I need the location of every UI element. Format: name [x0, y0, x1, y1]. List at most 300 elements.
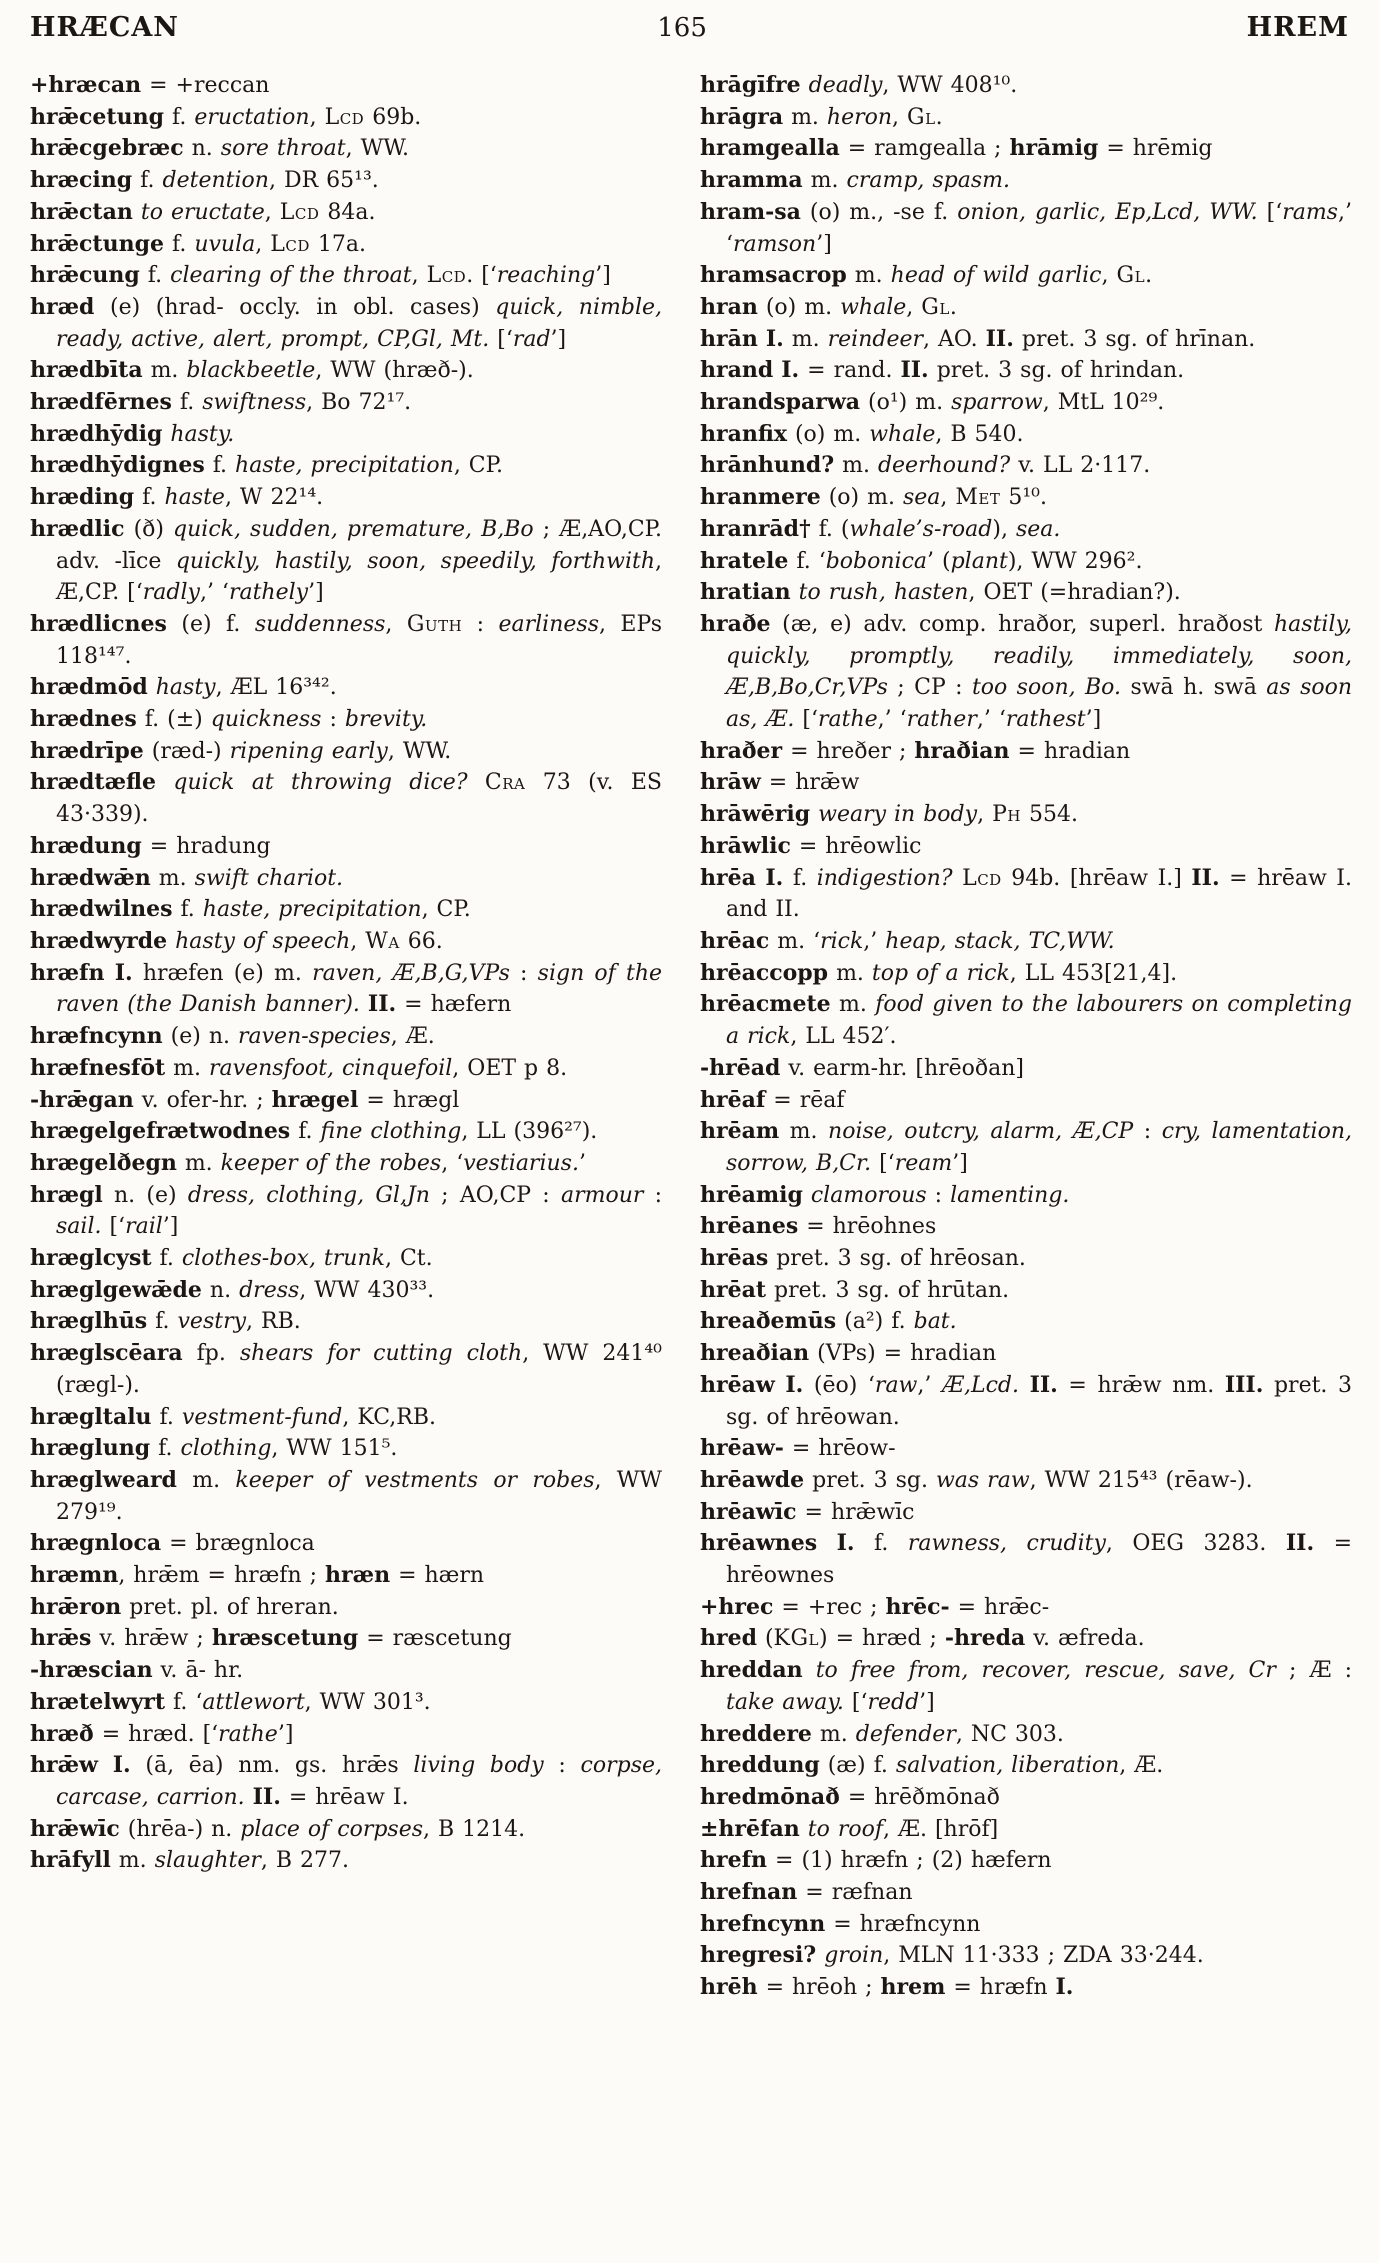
text-segment: , AO.	[923, 326, 986, 352]
text-segment: ; Æ :	[1275, 1658, 1353, 1684]
gloss: keeper of the robes	[220, 1150, 442, 1176]
dictionary-entry	[30, 863, 662, 895]
text-segment: , B 277.	[260, 1848, 350, 1874]
dictionary-entry	[30, 70, 662, 102]
headword: hrēat	[700, 1276, 766, 1303]
dictionary-entry	[30, 387, 662, 419]
text-segment: f.	[171, 390, 203, 416]
dictionary-entry	[30, 894, 662, 926]
gloss: redd	[867, 1689, 920, 1715]
text-segment: .	[1145, 263, 1153, 289]
dictionary-entry	[30, 355, 662, 387]
dictionary-entry	[30, 1053, 662, 1085]
headword: hræn	[325, 1562, 391, 1589]
headword: hregresi?	[700, 1942, 817, 1969]
text-segment	[1019, 1373, 1030, 1398]
gloss: weary in body	[818, 802, 978, 828]
text-segment: ; CP :	[887, 675, 972, 701]
gloss: plant	[950, 548, 1008, 574]
dictionary-entry	[700, 197, 1352, 260]
text-segment: , LL (396²⁷).	[461, 1119, 598, 1145]
text-segment: = hrēaw I. and II.	[726, 865, 1352, 923]
gloss: raven, Æ,B,G,VPs	[312, 960, 510, 986]
text-segment	[148, 675, 156, 700]
text-segment: m.	[846, 263, 891, 289]
dictionary-entry	[30, 133, 662, 165]
headword: hrānhund?	[700, 452, 835, 479]
text-segment	[953, 866, 963, 891]
text-segment: m.	[811, 1721, 856, 1747]
gloss: keeper of vestments or robes	[235, 1467, 595, 1493]
text-segment: (ēo) ‘	[803, 1372, 875, 1398]
reference: Met	[955, 485, 1001, 511]
reference: KGl	[773, 1626, 820, 1652]
text-segment: , WW 301³.	[304, 1689, 431, 1715]
text-segment: 5¹⁰.	[1000, 485, 1047, 511]
dictionary-entry	[700, 1338, 1352, 1370]
headword: hreddung	[700, 1752, 820, 1779]
text-segment: = hræfncynn	[825, 1911, 981, 1937]
dictionary-entry	[30, 1465, 662, 1528]
text-segment: m.	[783, 326, 828, 352]
text-segment: f.	[854, 1531, 908, 1557]
dictionary-entry	[30, 1528, 662, 1560]
text-segment: [‘	[871, 1150, 895, 1176]
text-segment: swā h. swā	[1121, 675, 1267, 701]
text-segment: = hradian	[1009, 738, 1131, 764]
gloss: clearing of the throat	[170, 263, 412, 289]
dictionary-entry	[700, 1972, 1352, 2004]
text-segment: , OET (=hradian?).	[968, 580, 1181, 606]
text-segment: [‘	[794, 707, 818, 733]
text-segment: v. ofer-hr. ;	[133, 1087, 272, 1113]
gloss: food given to the labourers on completing a rick	[726, 992, 1352, 1050]
text-segment: ,	[309, 104, 325, 130]
dictionary-entry	[700, 1940, 1352, 1972]
text-segment: pret. 3 sg. of hrēowan.	[726, 1372, 1353, 1430]
text-segment: [‘	[489, 326, 513, 352]
reference: Lcd	[962, 865, 1002, 891]
gloss: quick at throwing dice?	[173, 770, 468, 796]
text-segment: , ÆL 16³⁴².	[215, 675, 337, 701]
text-segment: = +reccan	[141, 73, 270, 98]
headword: II.	[900, 357, 929, 384]
gloss: sore throat	[220, 136, 346, 162]
dictionary-entry	[700, 1814, 1352, 1846]
text-segment: , MtL 10²⁹.	[1042, 390, 1165, 416]
text-segment: ; AO,CP :	[429, 1182, 561, 1208]
text-segment: f.	[204, 453, 236, 479]
headword: hræfn	[30, 959, 105, 986]
dictionary-entry	[700, 419, 1352, 451]
text-segment: m.	[110, 1848, 155, 1874]
gloss: too soon, Bo.	[971, 675, 1122, 701]
headword: hræglweard	[30, 1466, 177, 1493]
text-segment: :	[462, 611, 499, 637]
text-segment: ’ (	[927, 548, 951, 574]
dictionary-entry	[700, 1845, 1352, 1877]
dictionary-entry	[30, 831, 662, 863]
dictionary-entry	[700, 387, 1352, 419]
headword: hrāw	[700, 769, 761, 796]
column-right	[700, 70, 1352, 2004]
text-segment	[816, 1943, 824, 1968]
dictionary-entry	[30, 704, 662, 736]
gloss: top of a rick	[871, 960, 1010, 986]
dictionary-entry	[30, 1306, 662, 1338]
headword: hræd	[30, 293, 95, 320]
headword: II.	[1029, 1371, 1058, 1398]
text-segment: pret. 3 sg. of hrindan.	[928, 358, 1185, 384]
text-segment: ) = hræd ;	[819, 1626, 945, 1652]
dictionary-entry	[30, 260, 662, 292]
headword: hrem	[880, 1974, 946, 2001]
text-segment: ,’ ‘	[976, 707, 1006, 733]
text-segment: fp.	[182, 1341, 240, 1367]
text-segment: , Æ. [hrōf]	[882, 1816, 999, 1842]
gloss: clamorous	[810, 1182, 927, 1208]
text-segment	[803, 1183, 811, 1208]
text-segment: v. earm-hr. [hrēoðan]	[780, 1055, 1025, 1081]
text-segment: m.	[165, 1055, 210, 1081]
text-segment: = hrēðmōnað	[839, 1784, 1000, 1810]
text-segment: f.	[783, 865, 817, 891]
text-segment: [‘	[101, 1214, 126, 1240]
text-segment: , B 1214.	[423, 1816, 526, 1842]
text-segment: , B 540.	[935, 421, 1024, 447]
headword: hrēa	[700, 864, 756, 891]
text-segment: f.	[139, 263, 171, 289]
headword: hramsacrop	[700, 262, 847, 289]
headword: hrǣctunge	[30, 230, 164, 257]
dictionary-entry	[700, 133, 1352, 165]
dictionary-entry	[700, 546, 1352, 578]
text-segment: , KC,RB.	[342, 1404, 436, 1430]
text-segment: (	[756, 1626, 774, 1652]
headword: hrǣw	[30, 1752, 98, 1779]
column-left	[30, 70, 662, 1877]
headword: hrēamig	[700, 1181, 803, 1208]
text-segment: ,	[940, 485, 956, 511]
text-segment: pret. 3 sg.	[804, 1467, 936, 1493]
gloss: dress	[239, 1277, 300, 1303]
gloss: cramp, spasm.	[846, 168, 1011, 194]
text-segment: pret. pl. of hreran.	[121, 1594, 339, 1620]
text-segment: , WW 408¹⁰.	[882, 73, 1018, 98]
dictionary-entry	[700, 1719, 1352, 1751]
headword: hraðer	[700, 737, 783, 764]
headword: hramgealla	[700, 135, 840, 162]
headword: hrēaw-	[700, 1435, 784, 1462]
headword: hrēac	[700, 927, 770, 954]
dictionary-entry	[30, 609, 662, 672]
text-segment: = hræd. [‘	[93, 1721, 219, 1747]
headword: hramma	[700, 167, 803, 194]
text-segment: v. hrǣw ;	[91, 1626, 212, 1652]
gloss: hastily, quickly, promptly, readily, immediately, soon, Æ,B,Bo,Cr,VPs	[726, 611, 1352, 701]
headword: hrēacmete	[700, 991, 831, 1018]
text-segment: , WW 215⁴³ (rēaw-).	[1029, 1467, 1253, 1493]
dictionary-entry	[700, 989, 1352, 1052]
headword: hræfnesfōt	[30, 1054, 166, 1081]
dictionary-entry	[700, 577, 1352, 609]
headword: hrædung	[30, 832, 142, 859]
gloss: whale’s-road	[849, 516, 993, 542]
gloss: heron	[826, 104, 893, 130]
gloss: noise, outcry, alarm, Æ,CP	[828, 1119, 1134, 1145]
text-segment: = hrǣwīc	[796, 1499, 915, 1525]
text-segment: , EPs 118¹⁴⁷.	[56, 611, 662, 669]
gloss: ramson	[733, 231, 817, 257]
text-segment: = hrēowlic	[790, 833, 922, 859]
text-segment: n. (e)	[102, 1182, 188, 1208]
headword: -hrǣgan	[30, 1086, 134, 1113]
headword: I.	[781, 357, 800, 384]
dictionary-entry	[700, 355, 1352, 387]
text-segment: , OEG 3283.	[1105, 1531, 1286, 1557]
text-segment: ’]	[550, 326, 567, 352]
dictionary-entry	[30, 1814, 662, 1846]
dictionary-entry	[30, 1085, 662, 1117]
text-segment: m.	[834, 453, 878, 479]
dictionary-entry	[700, 736, 1352, 768]
headword: ±hrēfan	[700, 1815, 800, 1842]
gloss: reindeer	[827, 326, 924, 352]
gloss: bat.	[913, 1309, 957, 1335]
dictionary-entry	[700, 1528, 1352, 1591]
text-segment	[105, 961, 115, 986]
headword: hrægel	[271, 1086, 359, 1113]
dictionary-entry	[700, 1909, 1352, 1941]
headword: hræfncynn	[30, 1023, 163, 1050]
dictionary-entry	[700, 102, 1352, 134]
text-segment: , CP.	[421, 897, 471, 923]
headword: hrēanes	[700, 1213, 799, 1240]
gloss: suddenness	[254, 611, 386, 637]
dictionary-entry	[30, 1275, 662, 1307]
headword: hrædrīpe	[30, 737, 144, 764]
headword: I.	[836, 1530, 855, 1557]
headword: hredmōnað	[700, 1783, 840, 1810]
dictionary-entry	[30, 1021, 662, 1053]
gloss: place of corpses	[240, 1816, 424, 1842]
headword: hrēam	[700, 1118, 780, 1145]
text-segment: = +rec ;	[773, 1594, 886, 1620]
text-segment: 17a.	[309, 231, 366, 257]
dictionary-entry	[700, 1750, 1352, 1782]
text-segment	[133, 200, 141, 225]
dictionary-entry	[30, 767, 662, 830]
headword: -hræscian	[30, 1657, 153, 1684]
text-segment: = hrēownes	[726, 1531, 1353, 1589]
headword: hræscetung	[211, 1625, 359, 1652]
text-segment: m.	[142, 358, 187, 384]
text-segment: , DR 65¹³.	[268, 168, 379, 194]
dictionary-entry	[700, 1243, 1352, 1275]
text-segment: .	[935, 104, 943, 130]
dictionary-entry	[30, 1655, 662, 1687]
headword: hrēawde	[700, 1466, 805, 1493]
text-segment: ; Æ,AO,CP. adv. -līce	[56, 516, 662, 574]
dictionary-entry	[700, 260, 1352, 292]
text-segment: ’]	[816, 231, 832, 257]
dictionary-entry	[30, 1845, 662, 1877]
headword: hrægelgefrætwodnes	[30, 1118, 291, 1145]
text-segment	[791, 580, 799, 605]
text-segment: = hrēoh ;	[757, 1975, 881, 2001]
gloss: rather	[906, 707, 977, 733]
headword: +hræcan	[30, 72, 142, 98]
gloss: eructation	[194, 104, 310, 130]
headword: hrægnloca	[30, 1530, 162, 1557]
dictionary-entry	[700, 958, 1352, 990]
gloss: rawness, crudity	[907, 1531, 1106, 1557]
text-segment: (æ) f.	[819, 1753, 896, 1779]
text-segment: = ræscetung	[358, 1626, 512, 1652]
gloss: shears for cutting cloth	[239, 1341, 523, 1367]
dictionary-entry	[30, 197, 662, 229]
headword: hram-sa	[700, 198, 801, 225]
text-segment: :	[543, 1753, 581, 1779]
headword: hræcing	[30, 167, 133, 194]
gloss: deerhound?	[877, 453, 1011, 479]
text-segment: , ‘	[441, 1150, 464, 1176]
gloss: rathe	[818, 707, 878, 733]
text-segment: f.	[163, 104, 195, 130]
headword: II.	[1191, 864, 1220, 891]
headword: hratele	[700, 547, 789, 574]
headword: hran	[700, 293, 758, 320]
headword: hrædmōd	[30, 674, 148, 701]
text-segment: 66.	[399, 928, 443, 954]
text-segment: :	[643, 1182, 663, 1208]
gloss: rathe	[218, 1721, 278, 1747]
dictionary-entry	[30, 229, 662, 261]
gloss: brevity.	[344, 707, 428, 733]
headword: hrandsparwa	[700, 389, 861, 416]
text-segment	[468, 770, 485, 795]
reference: Lcd	[324, 104, 365, 130]
headword: hrædbīta	[30, 357, 143, 384]
text-segment: v. ā- hr.	[152, 1658, 244, 1684]
gloss: haste, precipitation	[235, 453, 454, 479]
headword: hrān	[700, 325, 758, 352]
dictionary-entry	[700, 1655, 1352, 1718]
gloss: defender	[855, 1721, 956, 1747]
headword: hrēas	[700, 1245, 769, 1272]
headword: hrædnes	[30, 706, 137, 733]
text-segment: ,	[906, 294, 922, 320]
text-segment: = hræfn	[945, 1975, 1056, 2001]
text-segment: ,	[411, 263, 427, 289]
headword: hrædtæfle	[30, 769, 157, 796]
text-segment	[156, 770, 173, 795]
text-segment: = hrǣw nm.	[1057, 1372, 1225, 1398]
headword: hrefn	[700, 1847, 768, 1874]
dictionary-entry	[30, 165, 662, 197]
headword: hrēawīc	[700, 1498, 797, 1525]
text-segment: f. ‘	[788, 548, 826, 574]
text-segment: ,’	[917, 1372, 942, 1398]
dictionary-entry	[700, 1592, 1352, 1624]
text-segment: (o) m.	[820, 485, 903, 511]
headword: hrēc-	[885, 1593, 950, 1620]
gloss: whale	[869, 421, 936, 447]
dictionary-entry	[30, 419, 662, 451]
reference: Guth	[406, 611, 463, 637]
text-segment: 73 (v. ES 43·339).	[56, 770, 663, 828]
headword: hratian	[700, 579, 791, 606]
headword: hrǣcetung	[30, 103, 164, 130]
headword: I.	[765, 864, 784, 891]
text-segment: :	[509, 960, 538, 986]
gloss: to free from, recover, rescue, save, Cr	[815, 1658, 1276, 1684]
text-segment: :	[1133, 1119, 1162, 1145]
headword: I.	[785, 1371, 804, 1398]
text-segment	[810, 802, 818, 827]
text-segment: [‘	[843, 1689, 868, 1715]
text-segment	[800, 1817, 808, 1842]
headword: hrǣwīc	[30, 1815, 120, 1842]
text-segment: 84a.	[319, 199, 376, 225]
text-segment: 94b. [hrēaw I.]	[1001, 865, 1192, 891]
text-segment: , WW 430³³.	[299, 1277, 435, 1303]
gloss: rick	[820, 928, 864, 954]
text-segment: pret. 3 sg. of hrēosan.	[768, 1246, 1026, 1272]
text-segment: m. ‘	[769, 928, 821, 954]
gloss: hasty	[155, 675, 216, 701]
text-segment: (e) (hrad- occly. in obl. cases)	[94, 294, 496, 320]
text-segment: m.	[830, 992, 876, 1018]
headword: hrēh	[700, 1974, 758, 2001]
headword: hranfix	[700, 420, 787, 447]
dictionary-entry	[30, 1623, 662, 1655]
text-segment: (o) m.	[757, 294, 841, 320]
headword: hranrād†	[700, 515, 811, 542]
dictionary-entry	[700, 482, 1352, 514]
text-segment: f. (±)	[136, 707, 211, 733]
dictionary-entry	[700, 514, 1352, 546]
dictionary-entry	[30, 1750, 662, 1813]
headword: hred	[700, 1625, 757, 1652]
gloss: vestry	[177, 1309, 247, 1335]
headword: hræglcyst	[30, 1245, 152, 1272]
gloss: head of wild garlic	[890, 263, 1102, 289]
text-segment	[801, 73, 809, 98]
text-segment: , Æ.	[390, 1024, 435, 1050]
text-segment: , MLN 11·333 ; ZDA 33·244.	[883, 1943, 1204, 1969]
headword: hræding	[30, 484, 135, 511]
text-segment: ), WW 296².	[1007, 548, 1143, 574]
text-segment	[775, 1373, 786, 1398]
text-segment: pret. 3 sg. of hrūtan.	[766, 1277, 1010, 1303]
text-segment: f.	[150, 1436, 181, 1462]
text-segment	[817, 1531, 836, 1556]
headword: hrāgīfre	[700, 72, 801, 98]
headword: hrædfērnes	[30, 389, 172, 416]
text-segment: = hærn	[390, 1563, 485, 1589]
text-segment: hræfen (e) m.	[132, 960, 313, 986]
text-segment	[360, 992, 368, 1017]
running-head	[30, 8, 1349, 48]
text-segment: f. ‘	[165, 1689, 203, 1715]
gloss: radly	[142, 580, 200, 606]
text-segment: f.	[163, 231, 195, 257]
text-segment: f.	[132, 168, 163, 194]
gloss: blackbeetle	[186, 358, 316, 384]
text-segment	[167, 929, 175, 954]
text-segment: m.	[176, 1150, 221, 1176]
